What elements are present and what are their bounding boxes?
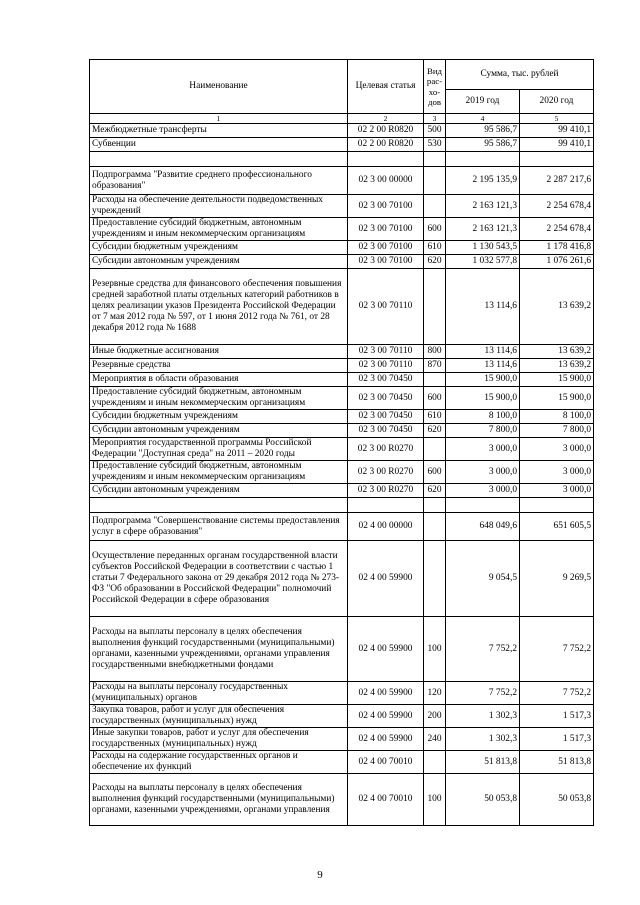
name-cell: Субсидии бюджетным учреждениям xyxy=(90,241,348,255)
target-code-cell: 02 4 00 59900 xyxy=(348,705,424,728)
table-row xyxy=(90,424,594,438)
amount-2019-cell: 2 163 121,3 xyxy=(446,218,520,241)
amount-2020-cell: 2 254 678,4 xyxy=(520,195,594,218)
name-cell: Резервные средства xyxy=(90,359,348,373)
name-cell: Субсидии автономным учреждениям xyxy=(90,255,348,269)
col-num-1: 1 xyxy=(90,114,348,124)
expense-kind-cell: 620 xyxy=(424,424,446,438)
table-row xyxy=(90,255,594,269)
table-row xyxy=(90,438,594,461)
name-cell: Расходы на выплаты персоналу в целях обеспечения выполнения функций государственными (муниципальными) органами, казенными учреждениями, органами управления xyxy=(90,774,348,826)
expense-kind-cell: 200 xyxy=(424,705,446,728)
expense-kind-cell xyxy=(424,751,446,774)
expense-kind-cell xyxy=(424,167,446,195)
name-cell: Субвенции xyxy=(90,138,348,152)
col-num-5: 5 xyxy=(520,114,594,124)
amount-2019-cell: 2 163 121,3 xyxy=(446,195,520,218)
amount-2019-cell: 1 302,3 xyxy=(446,705,520,728)
amount-2020-cell: 1 517,3 xyxy=(520,705,594,728)
target-code-cell: 02 3 00 70100 xyxy=(348,241,424,255)
name-cell: Предоставление субсидий бюджетным, автономным учреждениям и иным некоммерческим организациям xyxy=(90,218,348,241)
expense-kind-cell: 600 xyxy=(424,461,446,484)
amount-2020-cell: 1 517,3 xyxy=(520,728,594,751)
target-code-cell: 02 3 00 70110 xyxy=(348,359,424,373)
target-code-cell: 02 4 00 59900 xyxy=(348,541,424,617)
expense-kind-cell: 100 xyxy=(424,774,446,826)
table-row xyxy=(90,345,594,359)
amount-2020-cell: 2 287 217,6 xyxy=(520,167,594,195)
spacer-cell xyxy=(446,498,520,513)
header-2019: 2019 год xyxy=(446,90,520,114)
amount-2019-cell: 1 130 543,5 xyxy=(446,241,520,255)
target-code-cell: 02 3 00 R0270 xyxy=(348,484,424,498)
amount-2019-cell: 13 114,6 xyxy=(446,269,520,345)
name-cell: Мероприятия государственной программы Российской Федерации "Доступная среда" на 2011 – 2020 годы xyxy=(90,438,348,461)
amount-2019-cell: 2 195 135,9 xyxy=(446,167,520,195)
table-row xyxy=(90,359,594,373)
target-code-cell: 02 3 00 70100 xyxy=(348,255,424,269)
name-cell: Иные бюджетные ассигнования xyxy=(90,345,348,359)
amount-2019-cell: 648 049,6 xyxy=(446,513,520,541)
expense-kind-cell: 500 xyxy=(424,124,446,138)
expense-kind-cell: 120 xyxy=(424,682,446,705)
amount-2020-cell: 7 752,2 xyxy=(520,682,594,705)
name-cell: Предоставление субсидий бюджетным, автономным учреждениям и иным некоммерческим организациям xyxy=(90,461,348,484)
target-code-cell: 02 4 00 00000 xyxy=(348,513,424,541)
spacer-cell xyxy=(424,152,446,167)
name-cell: Подпрограмма "Развитие среднего профессионального образования" xyxy=(90,167,348,195)
expense-kind-cell: 600 xyxy=(424,387,446,410)
name-cell: Предоставление субсидий бюджетным, автономным учреждениям и иным некоммерческим организациям xyxy=(90,387,348,410)
page-number: 9 xyxy=(317,869,323,881)
target-code-cell: 02 4 00 59900 xyxy=(348,617,424,682)
target-code-cell: 02 3 00 70450 xyxy=(348,373,424,387)
header-kind: Вид рас-хо-дов xyxy=(424,60,446,114)
expense-kind-cell xyxy=(424,513,446,541)
amount-2020-cell: 651 605,5 xyxy=(520,513,594,541)
table-row xyxy=(90,461,594,484)
expense-kind-cell: 610 xyxy=(424,410,446,424)
target-code-cell: 02 4 00 59900 xyxy=(348,728,424,751)
amount-2020-cell: 1 076 261,6 xyxy=(520,255,594,269)
amount-2020-cell: 15 900,0 xyxy=(520,373,594,387)
amount-2019-cell: 1 302,3 xyxy=(446,728,520,751)
amount-2020-cell: 7 752,2 xyxy=(520,617,594,682)
name-cell: Мероприятия в области образования xyxy=(90,373,348,387)
target-code-cell: 02 3 00 70100 xyxy=(348,195,424,218)
expense-kind-cell: 240 xyxy=(424,728,446,751)
expense-kind-cell xyxy=(424,373,446,387)
amount-2020-cell: 13 639,2 xyxy=(520,359,594,373)
target-code-cell: 02 3 00 70450 xyxy=(348,410,424,424)
name-cell: Резервные средства для финансового обеспечения повышения средней заработной платы отдельных категорий работников в целях реализации указов Президента Российской Федерации от 7 мая 2012 года № 597, от 1 июня 2012 года № 761, от 28 декабря 2012 года № 1688 xyxy=(90,269,348,345)
table-row xyxy=(90,269,594,345)
spacer-cell xyxy=(520,152,594,167)
expense-kind-cell: 100 xyxy=(424,617,446,682)
table-row xyxy=(90,218,594,241)
header-name: Наименование xyxy=(90,60,348,114)
name-cell: Расходы на выплаты персоналу в целях обеспечения выполнения функций государственными (муниципальными) органами, казенными учреждениями, органами управления государственными внебюджетными фондами xyxy=(90,617,348,682)
table-row xyxy=(90,373,594,387)
amount-2019-cell: 7 800,0 xyxy=(446,424,520,438)
table-row xyxy=(90,705,594,728)
table-row xyxy=(90,682,594,705)
target-code-cell: 02 3 00 70450 xyxy=(348,387,424,410)
table-body xyxy=(90,124,594,826)
table-row xyxy=(90,484,594,498)
spacer-cell xyxy=(348,498,424,513)
amount-2019-cell: 95 586,7 xyxy=(446,124,520,138)
spacer-cell xyxy=(446,152,520,167)
expense-kind-cell xyxy=(424,541,446,617)
table-row xyxy=(90,410,594,424)
target-code-cell: 02 4 00 70010 xyxy=(348,751,424,774)
amount-2019-cell: 8 100,0 xyxy=(446,410,520,424)
name-cell: Расходы на обеспечение деятельности подведомственных учреждений xyxy=(90,195,348,218)
subprogram-row xyxy=(90,513,594,541)
amount-2019-cell: 3 000,0 xyxy=(446,484,520,498)
amount-2020-cell: 1 178 416,8 xyxy=(520,241,594,255)
table-row xyxy=(90,124,594,138)
table-row xyxy=(90,387,594,410)
amount-2020-cell: 2 254 678,4 xyxy=(520,218,594,241)
amount-2019-cell: 9 054,5 xyxy=(446,541,520,617)
target-code-cell: 02 3 00 70100 xyxy=(348,218,424,241)
amount-2020-cell: 3 000,0 xyxy=(520,461,594,484)
col-num-3: 3 xyxy=(424,114,446,124)
amount-2019-cell: 15 900,0 xyxy=(446,373,520,387)
target-code-cell: 02 2 00 R0820 xyxy=(348,124,424,138)
name-cell: Осуществление переданных органам государственной власти субъектов Российской Федерации в соответствии с частью 1 статьи 7 Федерального закона от 29 декабря 2012 года № 273-ФЗ "Об образовании в Российской Федерации" полномочий Российской Федерации в сфере образования xyxy=(90,541,348,617)
name-cell: Субсидии автономным учреждениям xyxy=(90,484,348,498)
amount-2019-cell: 13 114,6 xyxy=(446,345,520,359)
amount-2020-cell: 99 410,1 xyxy=(520,138,594,152)
target-code-cell: 02 3 00 70450 xyxy=(348,424,424,438)
target-code-cell: 02 2 00 R0820 xyxy=(348,138,424,152)
spacer-cell xyxy=(348,152,424,167)
target-code-cell: 02 3 00 00000 xyxy=(348,167,424,195)
table-row xyxy=(90,774,594,826)
col-num-2: 2 xyxy=(348,114,424,124)
name-cell: Межбюджетные трансферты xyxy=(90,124,348,138)
name-cell: Расходы на выплаты персоналу государственных (муниципальных) органов xyxy=(90,682,348,705)
spacer-row xyxy=(90,152,594,167)
amount-2019-cell: 95 586,7 xyxy=(446,138,520,152)
amount-2020-cell: 50 053,8 xyxy=(520,774,594,826)
table-row xyxy=(90,617,594,682)
header-sum: Сумма, тыс. рублей xyxy=(446,60,594,90)
header-target: Целевая статья xyxy=(348,60,424,114)
spacer-cell xyxy=(90,152,348,167)
name-cell: Субсидии автономным учреждениям xyxy=(90,424,348,438)
spacer-cell xyxy=(424,498,446,513)
target-code-cell: 02 3 00 70110 xyxy=(348,345,424,359)
expense-kind-cell xyxy=(424,438,446,461)
amount-2020-cell: 8 100,0 xyxy=(520,410,594,424)
subprogram-row xyxy=(90,167,594,195)
table-row xyxy=(90,541,594,617)
name-cell: Иные закупки товаров, работ и услуг для обеспечения государственных (муниципальных) нужд xyxy=(90,728,348,751)
table-row xyxy=(90,241,594,255)
amount-2019-cell: 51 813,8 xyxy=(446,751,520,774)
amount-2019-cell: 7 752,2 xyxy=(446,682,520,705)
target-code-cell: 02 3 00 R0270 xyxy=(348,438,424,461)
expense-kind-cell: 800 xyxy=(424,345,446,359)
expense-kind-cell xyxy=(424,195,446,218)
table-row xyxy=(90,138,594,152)
expense-kind-cell: 620 xyxy=(424,255,446,269)
amount-2020-cell: 51 813,8 xyxy=(520,751,594,774)
column-numbers-row xyxy=(90,114,594,124)
amount-2019-cell: 50 053,8 xyxy=(446,774,520,826)
amount-2020-cell: 3 000,0 xyxy=(520,438,594,461)
target-code-cell: 02 3 00 70110 xyxy=(348,269,424,345)
name-cell: Расходы на содержание государственных органов и обеспечение их функций xyxy=(90,751,348,774)
amount-2020-cell: 9 269,5 xyxy=(520,541,594,617)
amount-2019-cell: 3 000,0 xyxy=(446,461,520,484)
expense-kind-cell: 530 xyxy=(424,138,446,152)
spacer-row xyxy=(90,498,594,513)
amount-2019-cell: 1 032 577,8 xyxy=(446,255,520,269)
expense-kind-cell: 620 xyxy=(424,484,446,498)
spacer-cell xyxy=(90,498,348,513)
amount-2020-cell: 3 000,0 xyxy=(520,484,594,498)
name-cell: Подпрограмма "Совершенствование системы предоставления услуг в сфере образования" xyxy=(90,513,348,541)
amount-2020-cell: 13 639,2 xyxy=(520,269,594,345)
amount-2020-cell: 15 900,0 xyxy=(520,387,594,410)
amount-2020-cell: 7 800,0 xyxy=(520,424,594,438)
table-row xyxy=(90,195,594,218)
target-code-cell: 02 3 00 R0270 xyxy=(348,461,424,484)
amount-2019-cell: 7 752,2 xyxy=(446,617,520,682)
expense-kind-cell: 600 xyxy=(424,218,446,241)
amount-2019-cell: 13 114,6 xyxy=(446,359,520,373)
col-num-4: 4 xyxy=(446,114,520,124)
name-cell: Закупка товаров, работ и услуг для обеспечения государственных (муниципальных) нужд xyxy=(90,705,348,728)
amount-2020-cell: 99 410,1 xyxy=(520,124,594,138)
header-2020: 2020 год xyxy=(520,90,594,114)
target-code-cell: 02 4 00 59900 xyxy=(348,682,424,705)
amount-2019-cell: 3 000,0 xyxy=(446,438,520,461)
name-cell: Субсидии бюджетным учреждениям xyxy=(90,410,348,424)
amount-2019-cell: 15 900,0 xyxy=(446,387,520,410)
table-row xyxy=(90,751,594,774)
expense-kind-cell xyxy=(424,269,446,345)
target-code-cell: 02 4 00 70010 xyxy=(348,774,424,826)
budget-table xyxy=(89,59,594,826)
spacer-cell xyxy=(520,498,594,513)
table-row xyxy=(90,728,594,751)
expense-kind-cell: 870 xyxy=(424,359,446,373)
expense-kind-cell: 610 xyxy=(424,241,446,255)
amount-2020-cell: 13 639,2 xyxy=(520,345,594,359)
